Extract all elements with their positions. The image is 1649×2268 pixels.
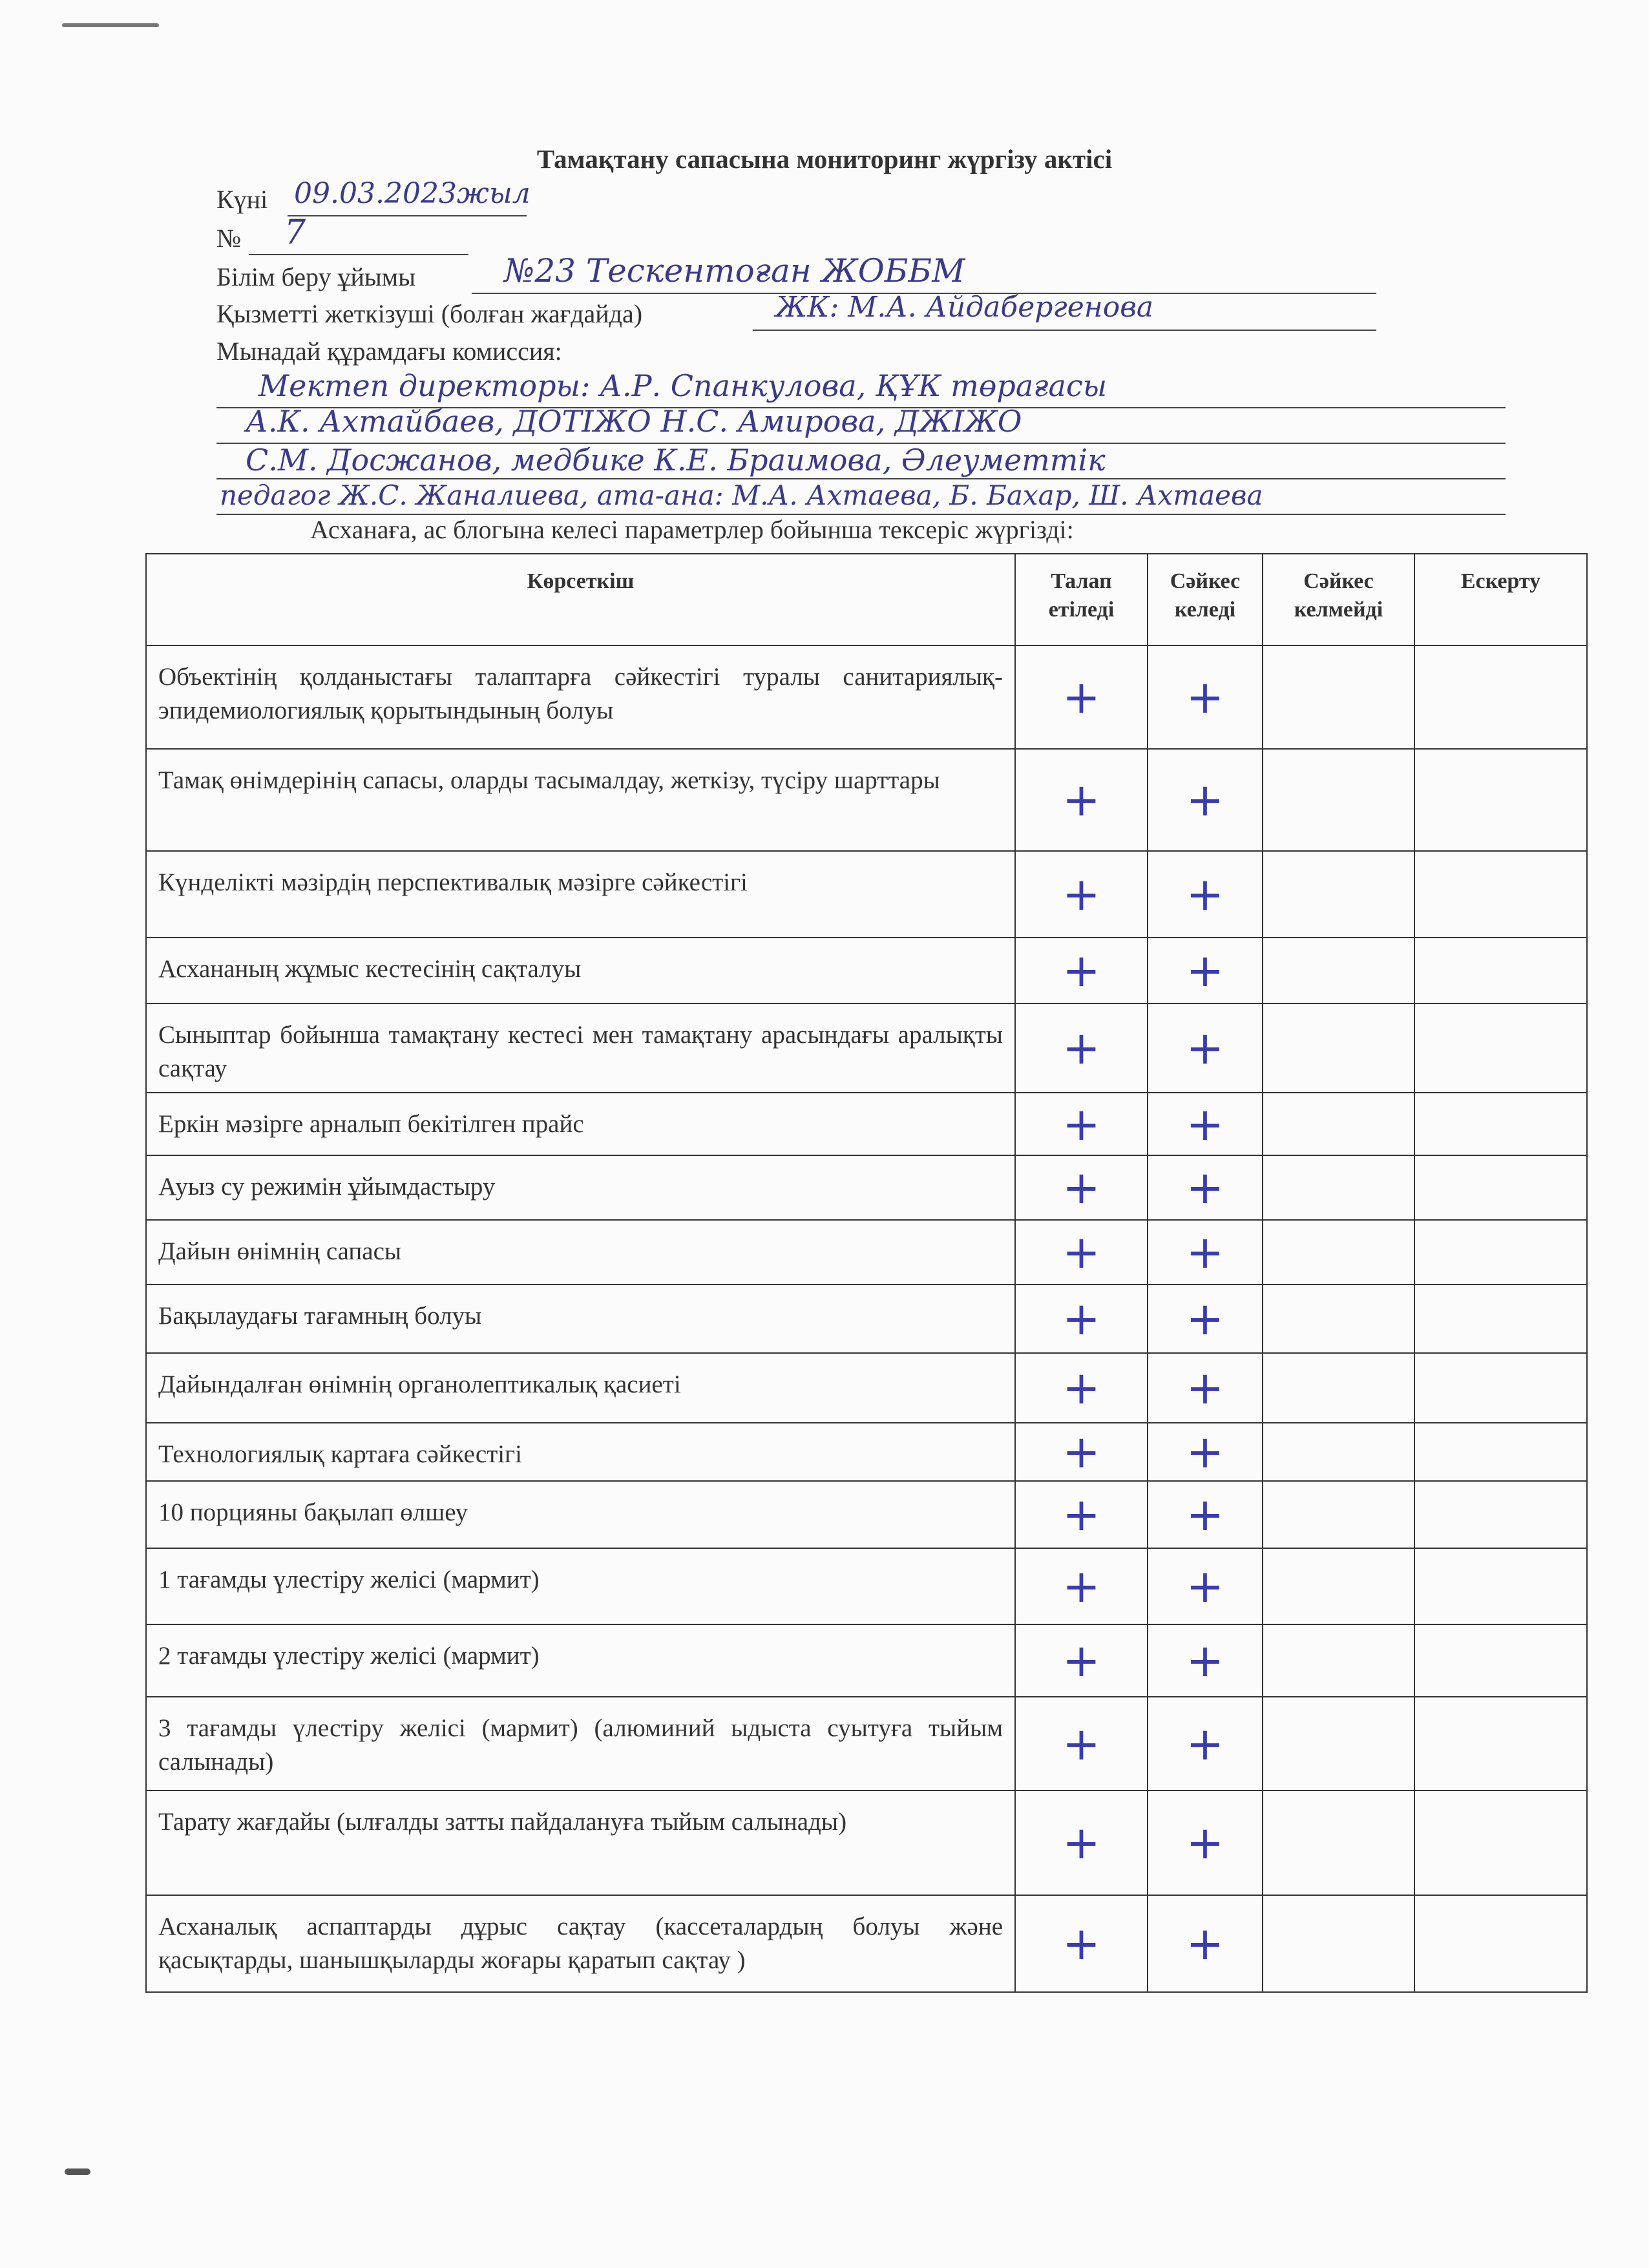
indicator-cell: Тарату жағдайы (ылғалды затты пайдалануға тыйым салынады): [146, 1790, 1015, 1895]
note-cell: [1414, 851, 1587, 938]
handwritten-plus-mark: +: [1186, 1161, 1224, 1214]
table-row: [146, 1548, 1587, 1624]
number-value: 7: [284, 213, 306, 252]
required-cell: [1015, 1481, 1148, 1548]
handwritten-plus-mark: +: [1062, 1292, 1100, 1345]
indicator-cell: Объектінің қолданыстағы талаптарға сәйкестігі туралы санитариялық-эпидемиологиялық қорытындының болуы: [146, 646, 1015, 749]
required-cell: [1015, 1093, 1148, 1155]
indicator-cell: Дайын өнімнің сапасы: [146, 1220, 1015, 1285]
handwritten-plus-mark: +: [1186, 1917, 1224, 1970]
handwritten-plus-mark: +: [1186, 1361, 1224, 1414]
complies-cell: [1148, 938, 1263, 1003]
not-complies-cell: [1263, 1155, 1414, 1220]
table-row: [146, 1003, 1587, 1093]
date-label: Күні: [216, 185, 268, 214]
complies-cell: [1148, 1093, 1263, 1155]
note-cell: [1414, 1285, 1587, 1353]
required-cell: [1015, 1220, 1148, 1285]
handwritten-plus-mark: +: [1062, 1634, 1100, 1687]
not-complies-cell: [1263, 1093, 1414, 1155]
not-complies-cell: [1263, 1895, 1414, 1992]
indicator-cell: Технологиялық картаға сәйкестігі: [146, 1423, 1015, 1481]
header-required: Талап етіледі: [1015, 554, 1148, 646]
required-cell: [1015, 938, 1148, 1003]
required-cell: [1015, 1895, 1148, 1992]
indicator-cell: Асханалық аспаптарды дұрыс сақтау (кассеталардың болуы және қасықтарды, шанышқыларды жоғары қаратып сақтау ): [146, 1895, 1015, 1992]
indicator-cell: Бақылаудағы тағамның болуы: [146, 1285, 1015, 1353]
complies-cell: [1148, 749, 1263, 851]
note-cell: [1414, 1093, 1587, 1155]
required-cell: [1015, 1790, 1148, 1895]
indicator-cell: 3 тағамды үлестіру желісі (мармит) (алюминий ыдыста суытуға тыйым салынады): [146, 1697, 1015, 1790]
handwritten-plus-mark: +: [1186, 1816, 1224, 1869]
not-complies-cell: [1263, 1481, 1414, 1548]
table-row: [146, 1285, 1587, 1353]
date-value: 09.03.2023жыл: [294, 177, 530, 210]
note-cell: [1414, 1481, 1587, 1548]
indicator-cell: Дайындалған өнімнің органолептикалық қасиеті: [146, 1353, 1015, 1423]
note-cell: [1414, 1155, 1587, 1220]
handwritten-plus-mark: +: [1062, 1917, 1100, 1970]
required-cell: [1015, 1697, 1148, 1790]
complies-cell: [1148, 1220, 1263, 1285]
note-cell: [1414, 1895, 1587, 1992]
provider-label: Қызметті жеткізуші (болған жағдайда): [216, 299, 643, 328]
handwritten-plus-mark: +: [1186, 1634, 1224, 1687]
handwritten-plus-mark: +: [1062, 1717, 1100, 1770]
table-row: [146, 1423, 1587, 1481]
not-complies-cell: [1263, 749, 1414, 851]
inspection-intro: Асханаға, ас блогына келесі параметрлер бойынша тексеріс жүргізді:: [310, 515, 1074, 544]
inspection-table: [145, 553, 1588, 1993]
not-complies-cell: [1263, 1423, 1414, 1481]
required-cell: [1015, 1624, 1148, 1697]
number-label: №: [216, 224, 242, 253]
required-cell: [1015, 1003, 1148, 1093]
handwritten-plus-mark: +: [1062, 1226, 1100, 1279]
note-cell: [1414, 1220, 1587, 1285]
handwritten-plus-mark: +: [1062, 1488, 1100, 1541]
not-complies-cell: [1263, 1003, 1414, 1093]
complies-cell: [1148, 1155, 1263, 1220]
complies-cell: [1148, 1548, 1263, 1624]
indicator-cell: Асхананың жұмыс кестесінің сақталуы: [146, 938, 1015, 1003]
indicator-cell: 10 порцияны бақылап өлшеу: [146, 1481, 1015, 1548]
indicator-cell: 1 тағамды үлестіру желісі (мармит): [146, 1548, 1015, 1624]
required-cell: [1015, 1423, 1148, 1481]
handwritten-plus-mark: +: [1186, 773, 1224, 826]
complies-cell: [1148, 1790, 1263, 1895]
complies-cell: [1148, 851, 1263, 938]
handwritten-plus-mark: +: [1186, 1425, 1224, 1478]
header-complies: Сәйкес келеді: [1148, 554, 1263, 646]
number-underline: [249, 254, 468, 255]
date-underline: [288, 215, 527, 216]
org-value: №23 Тескентоған ЖОББМ: [504, 252, 965, 289]
note-cell: [1414, 1624, 1587, 1697]
handwritten-plus-mark: +: [1186, 1560, 1224, 1613]
handwritten-plus-mark: +: [1186, 1022, 1224, 1075]
complies-cell: [1148, 1003, 1263, 1093]
indicator-cell: Еркін мәзірге арналып бекітілген прайс: [146, 1093, 1015, 1155]
note-cell: [1414, 938, 1587, 1003]
handwritten-plus-mark: +: [1062, 944, 1100, 997]
table-row: [146, 1093, 1587, 1155]
table-row: [146, 1353, 1587, 1423]
complies-cell: [1148, 646, 1263, 749]
commission-label: Мынадай құрамдағы комиссия:: [216, 337, 562, 366]
header-not-complies: Сәйкес келмейді: [1263, 554, 1414, 646]
complies-cell: [1148, 1895, 1263, 1992]
not-complies-cell: [1263, 1220, 1414, 1285]
handwritten-plus-mark: +: [1062, 1097, 1100, 1151]
note-cell: [1414, 1548, 1587, 1624]
not-complies-cell: [1263, 1624, 1414, 1697]
not-complies-cell: [1263, 1790, 1414, 1895]
required-cell: [1015, 646, 1148, 749]
table-row: [146, 1220, 1587, 1285]
handwritten-plus-mark: +: [1062, 1161, 1100, 1214]
complies-cell: [1148, 1481, 1263, 1548]
table-row: [146, 1895, 1587, 1992]
not-complies-cell: [1263, 646, 1414, 749]
note-cell: [1414, 1353, 1587, 1423]
complies-cell: [1148, 1353, 1263, 1423]
handwritten-plus-mark: +: [1186, 1717, 1224, 1770]
note-cell: [1414, 646, 1587, 749]
table-header-row: [146, 554, 1587, 646]
table-row: [146, 1624, 1587, 1697]
note-cell: [1414, 1697, 1587, 1790]
handwritten-plus-mark: +: [1186, 1097, 1224, 1151]
complies-cell: [1148, 1697, 1263, 1790]
complies-cell: [1148, 1285, 1263, 1353]
not-complies-cell: [1263, 1548, 1414, 1624]
table-row: [146, 1697, 1587, 1790]
required-cell: [1015, 1155, 1148, 1220]
provider-value: ЖК: М.А. Айдабергенова: [775, 291, 1154, 324]
scan-mark-top: [62, 23, 159, 27]
note-cell: [1414, 749, 1587, 851]
indicator-cell: Ауыз су режимін ұйымдастыру: [146, 1155, 1015, 1220]
indicator-cell: Тамақ өнімдерінің сапасы, оларды тасымалдау, жеткізу, түсіру шарттары: [146, 749, 1015, 851]
handwritten-plus-mark: +: [1186, 868, 1224, 921]
complies-cell: [1148, 1423, 1263, 1481]
commission-line-3: С.М. Досжанов, медбике К.Е. Браимова, Әлеуметтік: [246, 443, 1106, 478]
table-body: [146, 646, 1587, 1992]
not-complies-cell: [1263, 1353, 1414, 1423]
note-cell: [1414, 1423, 1587, 1481]
not-complies-cell: [1263, 938, 1414, 1003]
note-cell: [1414, 1790, 1587, 1895]
indicator-cell: Күнделікті мәзірдің перспективалық мәзірге сәйкестігі: [146, 851, 1015, 938]
handwritten-plus-mark: +: [1062, 773, 1100, 826]
required-cell: [1015, 1353, 1148, 1423]
handwritten-plus-mark: +: [1062, 1425, 1100, 1478]
not-complies-cell: [1263, 1697, 1414, 1790]
scan-mark-bottom: [65, 2168, 90, 2175]
handwritten-plus-mark: +: [1062, 1560, 1100, 1613]
provider-underline: [753, 330, 1376, 331]
table-row: [146, 851, 1587, 938]
handwritten-plus-mark: +: [1186, 1226, 1224, 1279]
header-indicator: Көрсеткіш: [146, 554, 1015, 646]
indicator-cell: 2 тағамды үлестіру желісі (мармит): [146, 1624, 1015, 1697]
required-cell: [1015, 1548, 1148, 1624]
not-complies-cell: [1263, 851, 1414, 938]
handwritten-plus-mark: +: [1186, 1488, 1224, 1541]
commission-line-4: педагог Ж.С. Жаналиева, ата-ана: М.А. Ахтаева, Б. Бахар, Ш. Ахтаева: [220, 479, 1263, 511]
table-row: [146, 749, 1587, 851]
table-row: [146, 1155, 1587, 1220]
complies-cell: [1148, 1624, 1263, 1697]
commission-line-2: А.К. Ахтайбаев, ДОТІЖО Н.С. Амирова, ДЖІЖО: [246, 404, 1022, 439]
header-note: Ескерту: [1414, 554, 1587, 646]
handwritten-plus-mark: +: [1062, 1816, 1100, 1869]
commission-line-1: Мектеп директоры: А.Р. Спанкулова, ҚҰК төрағасы: [258, 368, 1108, 403]
indicator-cell: Сыныптар бойынша тамақтану кестесі мен тамақтану арасындағы аралықты сақтау: [146, 1003, 1015, 1093]
handwritten-plus-mark: +: [1186, 671, 1224, 724]
handwritten-plus-mark: +: [1186, 1292, 1224, 1345]
required-cell: [1015, 851, 1148, 938]
not-complies-cell: [1263, 1285, 1414, 1353]
required-cell: [1015, 1285, 1148, 1353]
org-label: Білім беру ұйымы: [216, 262, 415, 291]
table-row: [146, 1790, 1587, 1895]
required-cell: [1015, 749, 1148, 851]
handwritten-plus-mark: +: [1186, 944, 1224, 997]
document-title: Тамақтану сапасына мониторинг жүргізу актісі: [536, 144, 1113, 174]
handwritten-plus-mark: +: [1062, 671, 1100, 724]
handwritten-plus-mark: +: [1062, 1022, 1100, 1075]
handwritten-plus-mark: +: [1062, 868, 1100, 921]
table-row: [146, 646, 1587, 749]
note-cell: [1414, 1003, 1587, 1093]
table-row: [146, 938, 1587, 1003]
handwritten-plus-mark: +: [1062, 1361, 1100, 1414]
table-row: [146, 1481, 1587, 1548]
